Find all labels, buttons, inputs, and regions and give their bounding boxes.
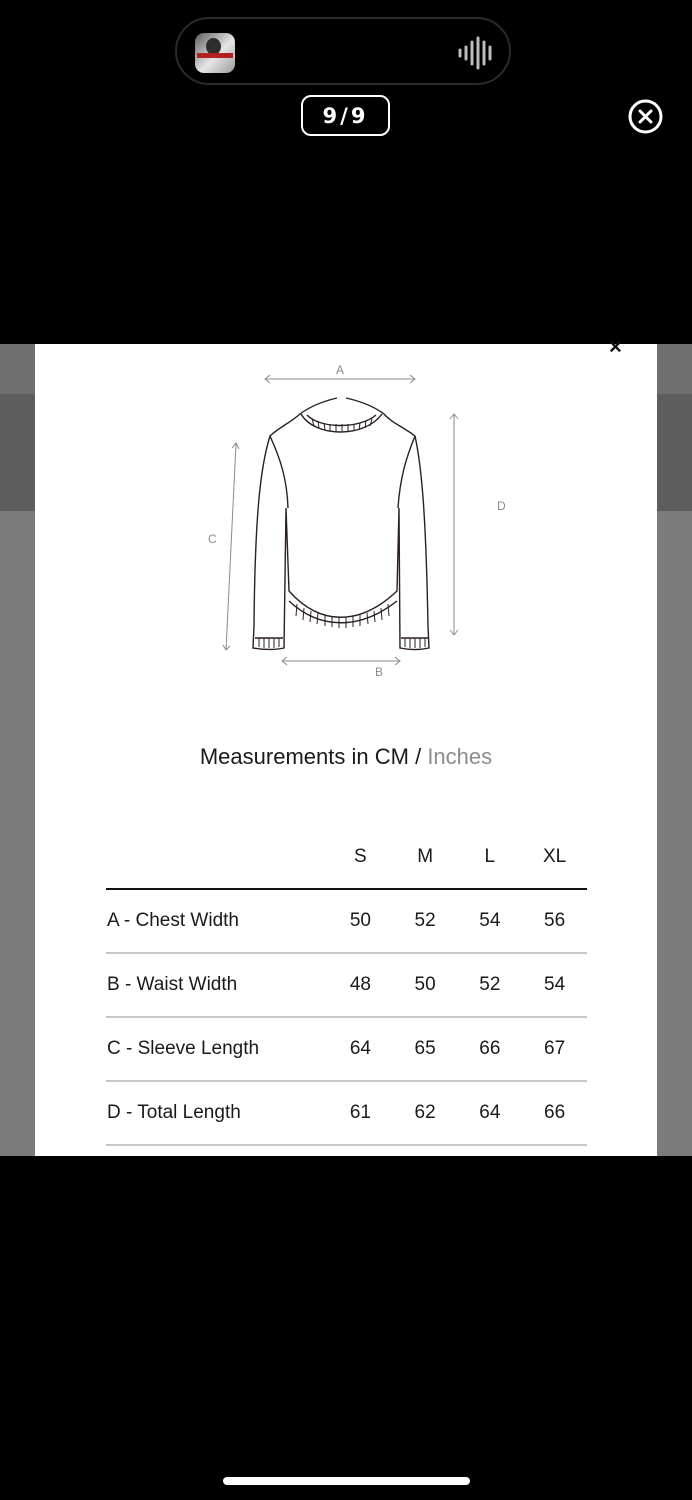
- dynamic-island[interactable]: [175, 17, 511, 85]
- measurement-label: D - Total Length: [106, 1081, 328, 1145]
- size-column-header: S: [328, 826, 393, 889]
- unit-cm[interactable]: Measurements in CM: [199, 744, 409, 769]
- measurement-value: 65: [393, 1017, 458, 1081]
- size-column-header: L: [457, 826, 522, 889]
- diagram-label-d: D: [497, 499, 506, 513]
- measurement-value: 64: [328, 1017, 393, 1081]
- measurement-value: 50: [328, 889, 393, 953]
- diagram-label-b: B: [375, 665, 384, 679]
- measurement-value: 66: [522, 1081, 587, 1145]
- close-circle-icon[interactable]: [628, 99, 663, 134]
- audio-waveform-icon: [457, 36, 497, 70]
- measurement-label: B - Waist Width: [106, 953, 328, 1017]
- measurement-label: C - Sleeve Length: [106, 1017, 328, 1081]
- measurement-value: 52: [457, 953, 522, 1017]
- table-row: [106, 953, 587, 1017]
- size-table-header: [106, 826, 587, 889]
- measurement-value: 54: [457, 889, 522, 953]
- measurement-value: 48: [328, 953, 393, 1017]
- measurement-value: 52: [393, 889, 458, 953]
- modal-close-icon[interactable]: ×: [609, 334, 622, 359]
- measurement-value: 67: [522, 1017, 587, 1081]
- table-row: [106, 889, 587, 953]
- diagram-label-a: A: [336, 363, 345, 377]
- sweater-diagram: [200, 358, 510, 688]
- home-indicator[interactable]: [223, 1477, 470, 1485]
- measurement-value: 61: [328, 1081, 393, 1145]
- diagram-label-c: C: [208, 532, 217, 546]
- size-column-header: M: [393, 826, 458, 889]
- measurement-value: 50: [393, 953, 458, 1017]
- profile-thumbnail: [195, 33, 235, 73]
- story-counter: 9/9: [301, 95, 390, 136]
- unit-separator: /: [415, 744, 422, 769]
- measurement-label: A - Chest Width: [106, 889, 328, 953]
- measurement-value: 66: [457, 1017, 522, 1081]
- measurement-value: 54: [522, 953, 587, 1017]
- measurement-value: 56: [522, 889, 587, 953]
- size-column-header: XL: [522, 826, 587, 889]
- measurement-value: 62: [393, 1081, 458, 1145]
- measurement-value: 64: [457, 1081, 522, 1145]
- size-table: [106, 826, 587, 1146]
- size-chart-card: [35, 334, 657, 1156]
- unit-inches[interactable]: Inches: [427, 744, 493, 769]
- table-row: [106, 1017, 587, 1081]
- table-row: [106, 1081, 587, 1145]
- measurement-units: [35, 744, 657, 770]
